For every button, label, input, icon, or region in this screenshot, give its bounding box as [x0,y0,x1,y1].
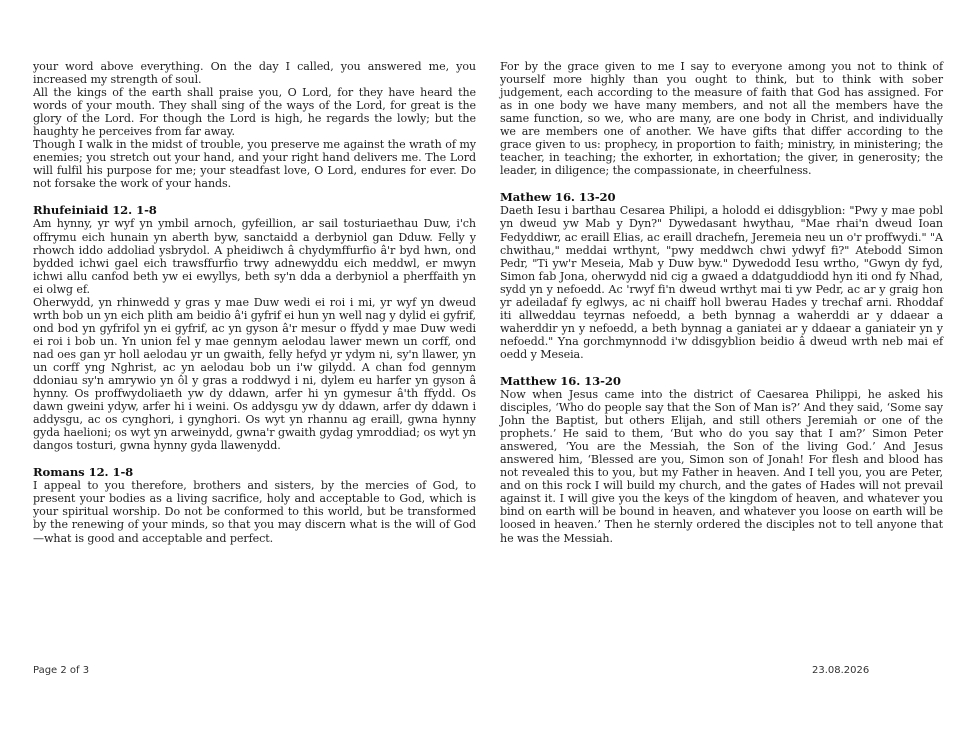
english-matthew-paragraph: Now when Jesus came into the district of Caesarea Philippi, he asked his disciples, ‘Who do people say that the Son of Man is?’ And they said, ‘Some say John the Baptist, but others Elijah, and still others Jeremiah or one of the prophets.’ He said to them, ‘But who do you say that I am?’ Simon Peter answered, ‘You are the Messiah, the Son of the living God.’ And Jesus answered him, ‘Blessed are you, Simon son of Jonah! For flesh and blood has not revealed this to you, but my Father in heaven. And I tell you, you are Peter, and on this rock I will build my church, and the gates of Hades will not prevail against it. I will give you the keys of the kingdom of heaven, and whatever you bind on earth will be bound in heaven, and whatever you loose on earth will be loosed in heaven.’ Then he sternly ordered the disciples not to tell anyone that he was the Messiah. [500,387,943,545]
page-date: 23.08.2026 [812,665,870,676]
romans-continuation-paragraph: For by the grace given to me I say to everyone among you not to think of yourself more highly than you ought to think, but to think with sober judgement, each according to the measure of faith that God has assigned. For as in one body we have many members, and not all the members have the same function, so we, who are many, are one body in Christ, and individually we are members one of another. We have gifts that differ according to the grace given to us: prophecy, in proportion to faith; ministry, in ministering; the teacher, in teaching; the exhorter, in exhortation; the giver, in generosity; the leader, in diligence; the compassionate, in cheerfulness. [500,60,943,178]
left-column [33,60,476,545]
reading-heading-mathew: Mathew 16. 13-20 [500,190,616,205]
psalm-paragraph: All the kings of the earth shall praise you, O Lord, for they have heard the words of your mouth. They shall sing of the ways of the Lord, for great is the glory of the Lord. For though the Lord is high, he regards the lowly; but the haughty he perceives from far away. [33,86,476,139]
english-romans-paragraph: I appeal to you therefore, brothers and sisters, by the mercies of God, to present your bodies as a living sacrifice, holy and acceptable to God, which is your spiritual worship. Do not be conformed to this world, but be transformed by the renewing of your minds, so that you may discern what is the will of God—what is good and acceptable and perfect. [33,479,476,545]
welsh-romans-paragraph: Oherwydd, yn rhinwedd y gras y mae Duw wedi ei roi i mi, yr wyf yn dweud wrth bob un yn eich plith am beidio â'i gyfrif ei hun yn well nag y dylid ei gyfrif, ond bod yn gyfrifol yn ei gyfrif, ac yn gyson â'r mesur o ffydd y mae Duw wedi ei roi i bob un. Yn union fel y mae gennym aelodau lawer mewn un corff, ond nad oes gan yr holl aelodau yr un gwaith, felly hefyd yr ydym ni, sy'n llawer, yn un corff yng Nghrist, ac yn aelodau bob un i'w gilydd. A chan fod gennym ddoniau sy'n amrywio yn ôl y gras a roddwyd i ni, dylem eu harfer yn gyson â hynny. Os proffwydoliaeth yw dy ddawn, arfer hi yn gymesur â'th ffydd. Os dawn gweini ydyw, arfer hi i weini. Os addysgu yw dy ddawn, arfer dy ddawn i addysgu, ac os cynghori, i gynghori. Os wyt yn rhannu ag eraill, gwna hynny gyda haelioni; os wyt yn arweinydd, gwna'r gwaith gydag ymroddiad; os wyt yn dangos tosturi, gwna hynny gyda llawenydd. [33,295,476,453]
reading-heading-romans: Romans 12. 1-8 [33,465,134,480]
welsh-matthew-paragraph: Daeth Iesu i barthau Cesarea Philipi, a holodd ei ddisgyblion: "Pwy y mae pobl yn dweud yw Mab y Dyn?" Dywedasant hwythau, "Mae rhai'n dweud Ioan Fedyddiwr, ac eraill Elias, ac eraill drachefn, Jeremeia neu un o'r proffwydi." "A chwithau," meddai wrthynt, "pwy meddwch chwi ydwyf fi?" Atebodd Simon Pedr, "Ti yw'r Meseia, Mab y Duw byw." Dywedodd Iesu wrtho, "Gwyn dy fyd, Simon fab Jona, oherwydd nid cig a gwaed a ddatguddiodd hyn iti ond fy Nhad, sydd yn y nefoedd. Ac 'rwyf fi'n dweud wrthyt mai ti yw Pedr, ac ar y graig hon yr adeiladaf fy eglwys, ac ni chaiff holl bwerau Hades y trechaf arni. Rhoddaf iti allweddau teyrnas nefoedd, a beth bynnag a waherddi ar y ddaear a waherddir yn y nefoedd, a beth bynnag a ganiatei ar y ddaear a ganiateir yn y nefoedd." Yna gorchmynnodd i'w ddisgyblion beidio â dweud wrth neb mai ef oedd y Meseia. [500,204,943,361]
psalm-paragraph: your word above everything. On the day I called, you answered me, you increased my strength of soul. [33,60,476,87]
page-number: Page 2 of 3 [33,665,90,676]
reading-heading-matthew: Matthew 16. 13-20 [500,373,621,388]
right-column [500,60,943,545]
reading-heading-rhufeiniaid: Rhufeiniaid 12. 1-8 [33,203,157,218]
welsh-romans-paragraph: Am hynny, yr wyf yn ymbil arnoch, gyfeillion, ar sail tosturiaethau Duw, i'ch offrymu eich hunain yn aberth byw, sanctaidd a derbyniol gan Dduw. Felly y rhowch iddo addoliad ysbrydol. A pheidiwch â chydymffurfio â'r byd hwn, ond bydded ichwi gael eich trawsffurfio trwy adnewyddu eich meddwl, er mwyn ichwi allu canfod beth yw ei ewyllys, beth sy'n dda a derbyniol a pherffaith yn ei olwg ef. [33,217,476,296]
psalm-paragraph: Though I walk in the midst of trouble, you preserve me against the wrath of my enemies; you stretch out your hand, and your right hand delivers me. The Lord will fulfil his purpose for me; your steadfast love, O Lord, endures for ever. Do not forsake the work of your hands. [33,138,476,191]
